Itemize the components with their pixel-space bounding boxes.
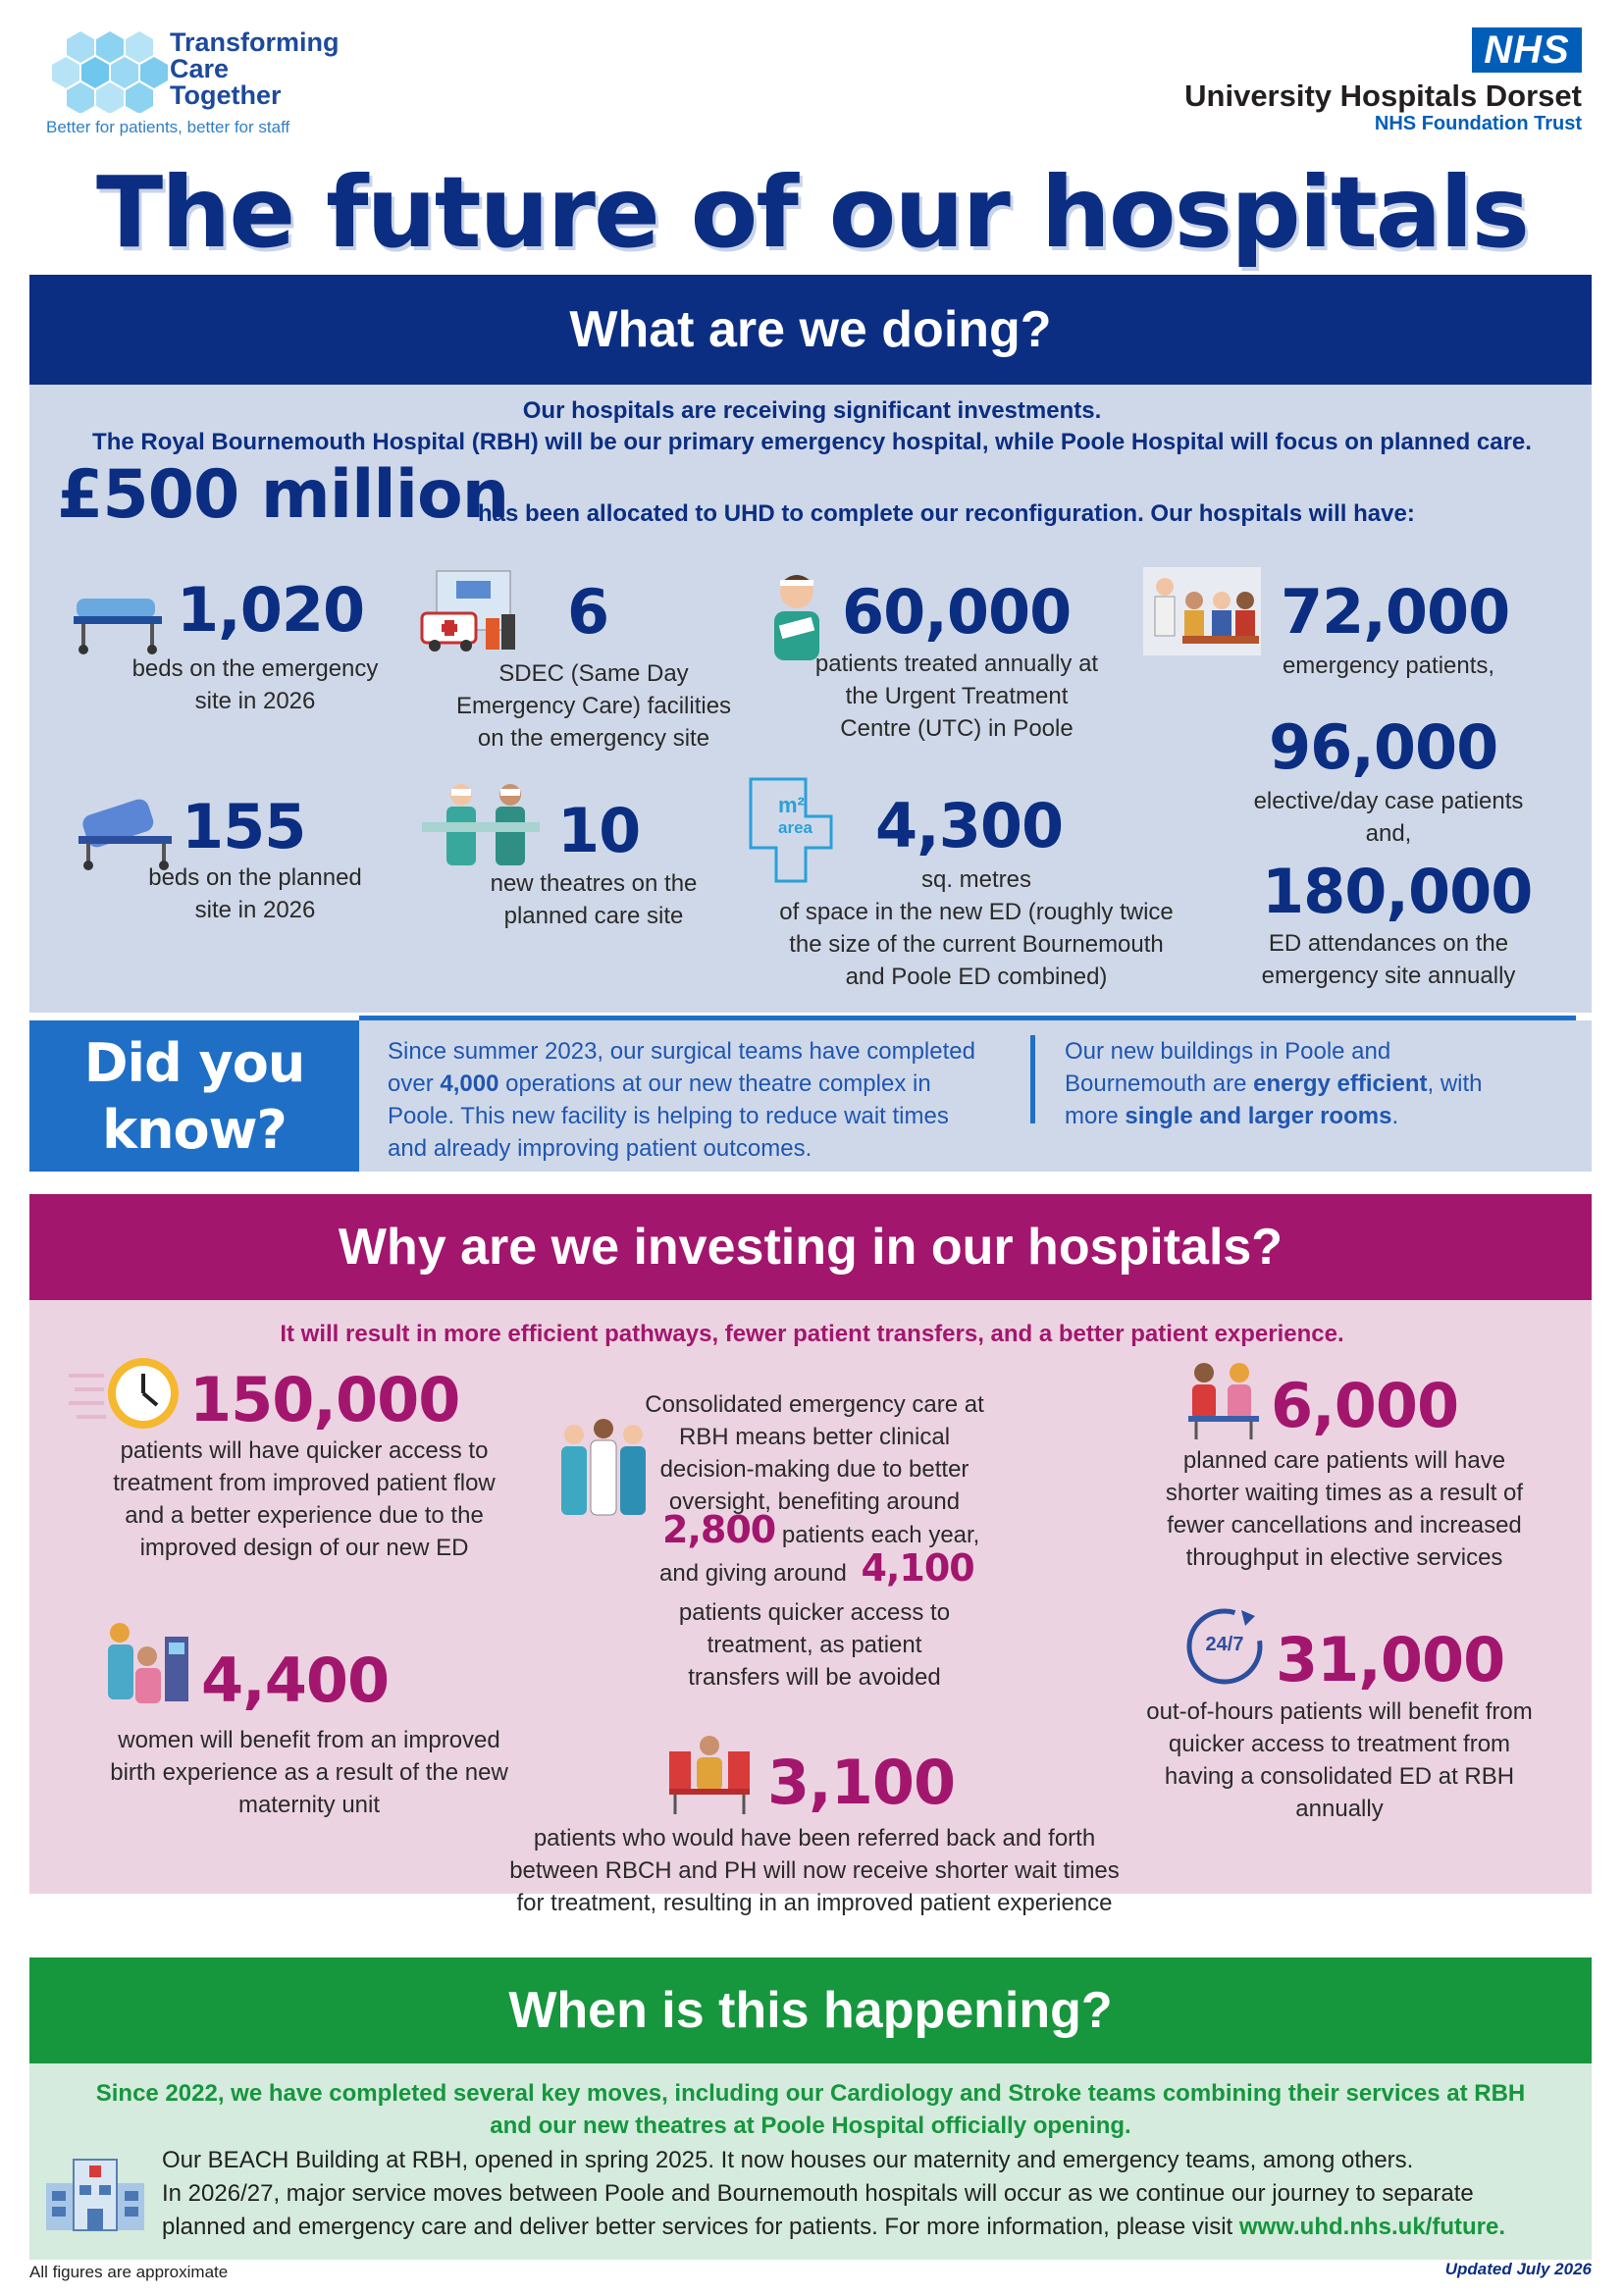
stat-caption: beds on the planned site in 2026 xyxy=(148,864,362,923)
clock-icon xyxy=(67,1354,184,1433)
section2-intro: It will result in more efficient pathways, fewer patient transfers, and a better patient experience. xyxy=(280,1321,1344,1347)
waiting-patients-icon xyxy=(1184,1357,1263,1440)
center-line-2800: 2,800 patients each year, xyxy=(662,1508,980,1551)
stat-number: 4,100 xyxy=(861,1546,974,1590)
center-paragraph: Consolidated emergency care at RBH means better clinical decision-making due to better oversight, benefiting around xyxy=(645,1391,984,1515)
dyk-paragraph-2: Our new buildings in Poole and Bournemouth are energy efficient, with more single and larger rooms. xyxy=(1065,1038,1483,1129)
logo-line: Together xyxy=(170,80,282,110)
hospital-bed-icon xyxy=(69,579,167,657)
logo-line: Care xyxy=(170,54,230,83)
stat-number: 72,000 xyxy=(1281,576,1510,648)
ambulance-facility-icon xyxy=(417,559,530,657)
stat-caption: beds on the emergency site in 2026 xyxy=(131,655,379,714)
section2-heading: Why are we investing in our hospitals? xyxy=(338,1219,1283,1276)
stat-number: 2,800 xyxy=(662,1508,776,1551)
stat-number: 4,300 xyxy=(875,790,1064,861)
org-name: University Hospitals Dorset xyxy=(1184,78,1582,113)
dyk-paragraph-1: Since summer 2023, our surgical teams have completed over 4,000 operations at our new theatre complex in Poole. This new facility is helping to reduce wait times and already improving patient outcomes. xyxy=(388,1038,975,1162)
section3-header xyxy=(29,1957,1592,2063)
stat-number: 6,000 xyxy=(1271,1370,1459,1441)
investment-text: has been allocated to UHD to complete our reconfiguration. Our hospitals will have: xyxy=(478,500,1415,527)
more-info-link[interactable]: www.uhd.nhs.uk/future. xyxy=(1238,2214,1505,2240)
stat-caption: SDEC (Same Day Emergency Care) facilities on the emergency site xyxy=(455,660,732,752)
center-line-4100: and giving around 4,100 xyxy=(659,1546,974,1590)
stat-caption: planned care patients will have shorter waiting times as a result of fewer cancellations and increased throughput in elective services xyxy=(1165,1447,1524,1571)
stat-number: 96,000 xyxy=(1269,711,1498,783)
hospital-bed-icon xyxy=(74,793,182,871)
stat-number: 10 xyxy=(557,795,641,866)
stat-caption: patients will have quicker access to treatment from improved patient flow and a better experience due to the improved design of our new ED xyxy=(113,1437,496,1561)
maternity-icon xyxy=(98,1619,191,1712)
stat-caption: new theatres on the planned care site xyxy=(490,870,698,929)
stat-number: 150,000 xyxy=(189,1364,460,1435)
section3-paragraph: Our BEACH Building at RBH, opened in spring 2025. It now houses our maternity and emergency teams, among others. In 2026/27, major service moves between Poole and Bournemouth hospitals will occur as we continue our journey to separate planned and emergency care and deliver better services for patients. For more information, please visit www.uhd.nhs.uk/future. xyxy=(162,2147,1505,2240)
stat-number: 180,000 xyxy=(1262,856,1533,927)
surgical-team-icon xyxy=(417,775,545,873)
stat-caption: emergency patients, xyxy=(1282,652,1495,679)
section1-intro: Our hospitals are receiving significant investments. xyxy=(522,397,1102,424)
footnote: All figures are approximate xyxy=(29,2263,229,2281)
stat-caption: women will benefit from an improved birth experience as a result of the new maternity unit xyxy=(110,1727,508,1818)
nhs-logo: NHS xyxy=(1472,27,1582,73)
stat-number: 155 xyxy=(182,791,306,862)
stat-number: 31,000 xyxy=(1276,1624,1505,1696)
dyk-title: Did you know? xyxy=(83,1032,305,1161)
stat-caption: patients who would have been referred back and forth between RBCH and PH will now receive shorter wait times for treatment, resulting in an improved patient experience xyxy=(509,1825,1120,1916)
org-subtitle: NHS Foundation Trust xyxy=(1374,113,1582,134)
section3-intro: Since 2022, we have completed several key moves, including our Cardiology and Stroke teams combining their services at RBH and our new theatres at Poole Hospital officially opening. xyxy=(95,2080,1526,2139)
hospital-building-icon xyxy=(44,2154,147,2232)
stat-caption: elective/day case patients and, xyxy=(1253,788,1524,847)
dyk-badge xyxy=(29,1020,359,1172)
section3-heading: When is this happening? xyxy=(508,1982,1113,2039)
center-paragraph-end: patients quicker access to treatment, as patient transfers will be avoided xyxy=(678,1599,951,1691)
stat-caption: patients treated annually at the Urgent Treatment Centre (UTC) in Poole xyxy=(814,651,1099,742)
seated-patient-icon xyxy=(665,1732,754,1815)
section2-header xyxy=(29,1194,1592,1300)
m2-label: m² xyxy=(778,793,805,817)
clock-24-7-icon xyxy=(1184,1606,1265,1687)
section1-intro: The Royal Bournemouth Hospital (RBH) will be our primary emergency hospital, while Poole Hospital will focus on planned care. xyxy=(92,429,1532,455)
hexagon-logo-icon xyxy=(45,29,173,113)
stat-caption: out-of-hours patients will benefit from quicker access to treatment from having a consolidated ED at RBH annually xyxy=(1146,1698,1533,1822)
section1-header xyxy=(29,275,1592,385)
section1-heading: What are we doing? xyxy=(569,301,1052,358)
dyk-divider xyxy=(1030,1035,1035,1123)
clock-24-7-label: 24/7 xyxy=(1205,1634,1244,1655)
waiting-room-icon xyxy=(1143,567,1261,655)
page-title: The future of our hospitals xyxy=(95,155,1529,270)
logo-tagline: Better for patients, better for staff xyxy=(46,118,290,136)
investment-amount: £500 million xyxy=(57,456,509,534)
stat-number: 60,000 xyxy=(842,576,1072,648)
stat-number: 6 xyxy=(567,576,609,648)
stat-number: 4,400 xyxy=(201,1644,390,1716)
area-label: area xyxy=(778,818,812,837)
stat-caption: sq. metres of space in the new ED (roughly twice the size of the current Bournemouth and Poole ED combined) xyxy=(779,866,1174,990)
logo-wordmark xyxy=(170,29,340,109)
logo-line: Transforming xyxy=(170,27,340,57)
stat-number: 3,100 xyxy=(767,1747,956,1818)
stat-caption: ED attendances on the emergency site annually xyxy=(1261,930,1516,989)
stat-number: 1,020 xyxy=(177,574,365,646)
updated-date: Updated July 2026 xyxy=(1444,2260,1592,2278)
